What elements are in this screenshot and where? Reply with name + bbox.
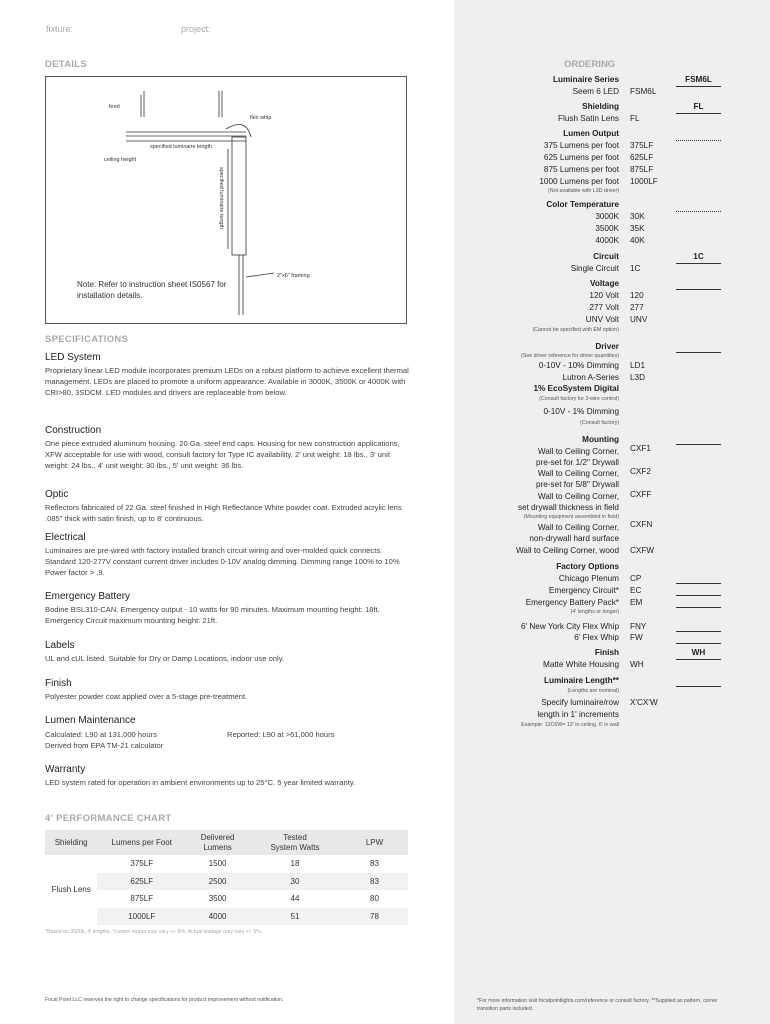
voltage-option: UNV Volt [585,315,619,324]
length-label: Luminaire Length** [543,676,619,685]
factory-line [676,607,721,608]
factory-option: 6' New York City Flex Whip [520,622,619,631]
shielding-option: Flush Satin Lens [558,114,619,123]
table-row [45,873,408,891]
spec-warranty [45,764,415,788]
factory-option: Emergency Battery Pack* [525,598,619,607]
mounting-option: Wall to Ceiling Corner, [537,447,619,456]
table-cell: 3500 [186,890,249,908]
voltage-line [676,289,721,290]
spec-heading: Lumen Maintenance [45,715,136,726]
col-header: Delivered Lumens [186,830,249,855]
voltage-code: UNV [630,315,648,324]
mounting-code: CXFN [630,520,653,529]
spec-text: Reflectors fabricated of 22 Ga. steel finished in High Reflectance White powder coat. Extruded acrylic lens .085" thick with satin finish, up to 8' continuous. [45,503,402,523]
spec-heading: Labels [45,640,75,651]
spec-length-h-label: specified luminaire length [150,144,213,150]
mounting-option-sub: non-drywall hard surface [529,534,619,543]
length-line [676,686,721,687]
spec-heading: Electrical [45,532,86,543]
driver-option: 0-10V - 10% Dimming [538,361,619,370]
circuit-option: Single Circuit [570,264,619,273]
diagram-note: Note: Refer to instruction sheet IS0567 for installation details. [77,280,227,300]
spec-lumen-maintenance [45,715,415,728]
spec-text: UL and cUL listed. Suitable for Dry or Damp Locations, indoor use only. [45,654,285,663]
voltage-note: (Cannot be specified with EM option) [532,327,619,333]
table-cell: 625LF [97,873,186,891]
driver-note: (See driver reference for driver quantities) [520,353,619,359]
finish-code: WH [630,660,644,669]
driver-option: 0-10V - 1% Dimming [543,407,619,416]
lumen-code: 875LF [630,165,654,174]
lumen-output-line [676,140,721,141]
table-cell: 4000 [186,908,249,926]
shielding-code: FL [630,114,640,123]
col-header: Shielding [45,830,97,855]
driver-label: Driver [595,342,619,351]
factory-code: CP [630,574,642,583]
mounting-code: CXF1 [630,444,651,453]
table-cell: 1500 [186,855,249,873]
spec-text: One piece extruded aluminum housing. 20 Ga. steel end caps. Housing for new construction applications, XFW acceptable for use with wood, consult factory for Type IC availability. 2' unit weight: 18 lbs., 3' unit weight: 24 lbs., 4' unit weight: 30 lbs., 5' unit weight: 36 lbs. [45,439,400,470]
spec-text: Proprietary linear LED module incorporates premium LEDs on a robust platform to achieve excellent thermal management. LEDs are placed to promote a uniform appearance. Available in 3000K, 3500K or 4000K with CRI>80, 3SDCM. LED modules and drivers are replaceable from below. [45,366,409,397]
spec-text: Bodine BSL310-CAN. Emergency output - 10 watts for 90 minutes. Maximum mounting height: 18ft. Emergency Circuit maximum mounting height: 21ft. [45,605,380,625]
col-header: Tested System Watts [249,830,341,855]
mounting-note: (Mounting equipment assembled in field) [523,514,619,520]
circuit-line [676,263,721,264]
table-cell: 18 [249,855,341,873]
mounting-option-sub: pre-set for 5/8" Drywall [536,480,619,489]
series-option: Seem 6 LED [572,87,619,96]
spec-heading: Finish [45,678,72,689]
performance-title: 4' PERFORMANCE CHART [45,813,172,824]
factory-line [676,631,721,632]
factory-line [676,643,721,644]
mounting-line [676,444,721,445]
mounting-code: CXF2 [630,467,651,476]
table-row [45,855,408,873]
mounting-code: CXFW [630,546,655,555]
lumen-option: 1000 Lumens per foot [539,177,619,186]
spec-heading: Construction [45,425,102,436]
lm-derived: Derived from EPA TM-21 calculator [45,741,164,750]
factory-note: (4' lengths or longer) [570,609,619,615]
table-cell: 1000LF [97,908,186,926]
spec-led-system [45,352,415,398]
driver-note-consult: (Consult factory) [580,420,619,426]
footer-right: *For more information visit focalpointlights.com/reference or consult factory. **Supplied as pattern, corner transition parts included. [477,998,718,1012]
color-temp-label: Color Temperature [546,200,619,209]
length-option: Specify luminaire/row [541,698,619,707]
series-label: Luminaire Series [553,75,619,84]
circuit-label: Circuit [593,252,619,261]
finish-option: Matte White Housing [543,660,619,669]
framing-label: 2"x6" framing [277,273,310,279]
lumen-note: (Not available with L3D driver) [548,188,619,194]
lumen-code: 375LF [630,141,654,150]
spec-emergency-battery [45,591,415,626]
spec-text: LED system rated for operation in ambient environments up to 25°C. 5 year limited warranty. [45,778,356,787]
mounting-option: Wall to Ceiling Corner, [537,469,619,478]
voltage-option: 120 Volt [589,291,619,300]
cct-code: 35K [630,224,645,233]
table-row [45,890,408,908]
specifications-title: SPECIFICATIONS [45,334,129,345]
table-cell: 83 [341,873,408,891]
cct-option: 4000K [595,236,619,245]
color-temp-line [676,211,721,212]
installation-diagram [45,76,407,324]
spec-text: Luminaires are pre-wired with factory installed branch circuit wiring and over-molded quick connects. Standard 120-277V constant current driver includes 0-10V analog dimming. Dimming range 100% to 10% Power factor > .9. [45,546,400,577]
table-cell: 44 [249,890,341,908]
table-cell: 51 [249,908,341,926]
table-cell: 80 [341,890,408,908]
finish-label: Finish [594,648,619,657]
table-cell: 78 [341,908,408,926]
factory-option: 6' Flex Whip [574,633,619,642]
voltage-option: 277 Volt [589,303,619,312]
table-cell: 875LF [97,890,186,908]
driver-code: L3D [630,373,646,382]
driver-option: Lutron A-Series [562,373,619,382]
factory-line [676,583,721,584]
ceiling-height-label: ceiling height [104,157,137,163]
cct-code: 40K [630,236,645,245]
driver-code: LD1 [630,361,646,370]
factory-line [676,595,721,596]
spec-heading: LED System [45,352,101,363]
length-code: X'CX'W [630,698,658,707]
lumen-option: 625 Lumens per foot [543,153,619,162]
factory-code: EC [630,586,642,595]
fixture-label: fixture: [46,24,74,34]
table-cell: 83 [341,855,408,873]
ordering-title: ORDERING [564,59,616,70]
mounting-option-sub: pre-set for 1/2" Drywall [536,458,619,467]
spec-heading: Emergency Battery [45,591,131,602]
lumen-output-label: Lumen Output [563,129,619,138]
feed-label: feed [109,104,120,110]
spec-electrical [45,532,415,578]
factory-option: Chicago Plenum [558,574,619,583]
shielding-line [676,113,721,114]
footer-left: Focal Point LLC reserves the right to change specifications for product improvement without notification. [45,997,284,1003]
flex-whip-label: flex whip [250,115,272,121]
table-cell: 30 [249,873,341,891]
series-line [676,86,721,87]
driver-note-eco: (Consult factory for 3-wire control) [539,396,619,402]
cct-code: 30K [630,212,645,221]
performance-table [45,830,408,926]
factory-option: Emergency Circuit* [548,586,619,595]
mounting-option-sub: set drywall thickness in field [517,503,619,512]
lm-calculated: Calculated: L90 at 131,000 hours [45,730,157,739]
lm-reported: Reported: L90 at >61,000 hours [227,730,335,739]
spec-text: Polyester powder coat applied over a 5-stage pre-treatment. [45,692,248,701]
finish-value: WH [691,648,706,657]
mounting-code: CXFF [630,490,652,499]
project-label: project: [181,24,211,34]
spec-construction [45,425,415,471]
spec-labels [45,640,415,664]
shielding-cell: Flush Lens [45,855,97,925]
driver-option-eco: 1% EcoSystem Digital [533,384,619,393]
length-option-sub: length in 1' increments [537,710,619,719]
driver-line [676,352,721,353]
voltage-code: 120 [630,291,644,300]
mounting-label: Mounting [582,435,619,444]
col-header: Lumens per Foot [97,830,186,855]
lumen-option: 375 Lumens per foot [543,141,619,150]
mounting-option: Wall to Ceiling Corner, wood [516,546,619,555]
mounting-option: Wall to Ceiling Corner, [537,492,619,501]
finish-line [676,659,721,660]
table-row [45,908,408,926]
col-header: LPW [341,830,408,855]
shielding-value: FL [693,102,704,111]
length-note: (Lengths are nominal) [567,688,619,694]
performance-footnote: *Based on 3500k, 4' lengths. *Lumen output may vary +/- 5%. Actual wattage may vary +/- 5%. [45,929,263,935]
table-cell: 2500 [186,873,249,891]
voltage-label: Voltage [590,279,619,288]
factory-code: FW [630,633,643,642]
spec-heading: Optic [45,489,69,500]
series-value: FSM6L [685,75,712,84]
circuit-code: 1C [630,264,641,273]
factory-code: FNY [630,622,647,631]
cct-option: 3000K [595,212,619,221]
lumen-code: 625LF [630,153,654,162]
spec-finish [45,678,415,702]
lumen-option: 875 Lumens per foot [543,165,619,174]
factory-options-label: Factory Options [556,562,619,571]
spec-length-v-label: specified luminaire length [218,167,224,230]
length-example: Example: 12C6W= 12' in ceiling, 6' in wall [521,722,619,728]
factory-code: EM [630,598,643,607]
circuit-value: 1C [693,252,704,261]
lumen-code: 1000LF [630,177,658,186]
mounting-option: Wall to Ceiling Corner, [537,523,619,532]
voltage-code: 277 [630,303,644,312]
series-code: FSM6L [630,87,657,96]
spec-heading: Warranty [45,764,86,775]
cct-option: 3500K [595,224,619,233]
shielding-label: Shielding [582,102,619,111]
spec-optic [45,489,415,524]
details-title: DETAILS [45,59,88,70]
table-cell: 375LF [97,855,186,873]
